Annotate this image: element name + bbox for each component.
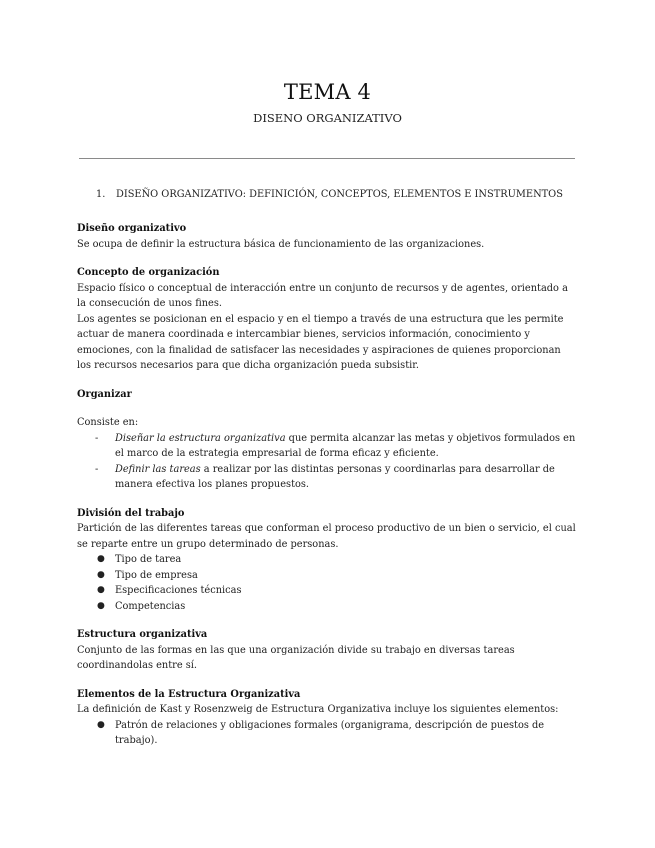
- bullet-marker: ●: [97, 554, 105, 564]
- heading-concepto-organizacion: Concepto de organización: [77, 267, 220, 278]
- paragraph-diseno: Se ocupa de definir la estructura básica de funcionamiento de las organizaciones.: [77, 238, 485, 250]
- list-item-text: que permita alcanzar las metas y objetivos formulados en el marco de la estrategia empresarial de forma eficaz y eficiente.: [115, 432, 576, 459]
- heading-diseno-organizativo: Diseño organizativo: [77, 223, 187, 234]
- list-item-text: Tipo de tarea: [115, 554, 182, 565]
- elementos-list: [77, 718, 577, 749]
- bullet-marker: ●: [97, 585, 105, 595]
- dash-marker: -: [95, 463, 99, 475]
- document-title: TEMA 4: [283, 80, 372, 104]
- list-item-text: Tipo de empresa: [115, 569, 198, 581]
- list-item-emphasis: Definir las tareas: [115, 463, 201, 475]
- list-item: [77, 462, 577, 493]
- heading-organizar: Organizar: [77, 388, 132, 400]
- section-heading-text: DISEÑO ORGANIZATIVO: DEFINICIÓN, CONCEPTOS, ELEMENTOS E INSTRUMENTOS: [116, 189, 563, 200]
- list-item: [77, 552, 577, 568]
- paragraph-concepto-1: Espacio físico o conceptual de interacción entre un conjunto de recursos y de agentes, orientado a la consecución de unos fines.: [77, 282, 568, 309]
- heading-elementos-estructura: Elementos de la Estructura Organizativa: [77, 688, 301, 700]
- list-item: [77, 431, 577, 462]
- list-item: [77, 599, 577, 615]
- numbered-section-heading: [96, 189, 563, 200]
- list-item: [77, 568, 577, 584]
- bullet-marker: ●: [97, 600, 105, 611]
- document-subtitle: DISENO ORGANIZATIVO: [253, 111, 402, 125]
- dash-marker: -: [95, 432, 99, 444]
- heading-estructura-organizativa: Estructura organizativa: [77, 629, 208, 640]
- list-item: [77, 583, 577, 599]
- list-item-emphasis: Diseñar la estructura organizativa: [115, 432, 286, 444]
- organizar-list: [77, 431, 577, 493]
- section-number: 1.: [96, 189, 106, 200]
- list-item-text: a realizar por las distintas personas y coordinarlas para desarrollar de manera efectiva los planes propuestos.: [115, 463, 555, 490]
- paragraph-elementos: La definición de Kast y Rosenzweig de Estructura Organizativa incluye los siguientes elementos:: [77, 704, 559, 715]
- list-item-text: Especificaciones técnicas: [115, 585, 242, 596]
- paragraph-concepto-2: Los agentes se posicionan en el espacio y en el tiempo a través de una estructura que les permite actuar de manera coordinada e intercambiar bienes, servicios información, conocimiento y emociones, con la finalidad de satisfacer las necesidades y aspiraciones de quienes proporcionan los recursos necesarios para que dicha organización pueda subsistir.: [77, 313, 564, 371]
- list-item-text: Patrón de relaciones y obligaciones formales (organigrama, descripción de puestos de trabajo).: [115, 719, 545, 746]
- paragraph-division: Partición de las diferentes tareas que conforman el proceso productivo de un bien o servicio, el cual se reparte entre un grupo determinado de personas.: [77, 523, 576, 550]
- content-body: [77, 221, 577, 749]
- paragraph-estructura: Conjunto de las formas en las que una organización divide su trabajo en diversas tareas coordinandolas entre sí.: [77, 644, 515, 671]
- horizontal-divider: [79, 158, 575, 159]
- bullet-marker: ●: [97, 719, 105, 730]
- heading-division-trabajo: División del trabajo: [77, 507, 185, 519]
- paragraph-organizar-intro: Consiste en:: [77, 417, 139, 428]
- division-list: [77, 552, 577, 614]
- bullet-marker: ●: [97, 569, 105, 580]
- list-item: [77, 718, 577, 749]
- list-item-text: Competencias: [115, 600, 186, 612]
